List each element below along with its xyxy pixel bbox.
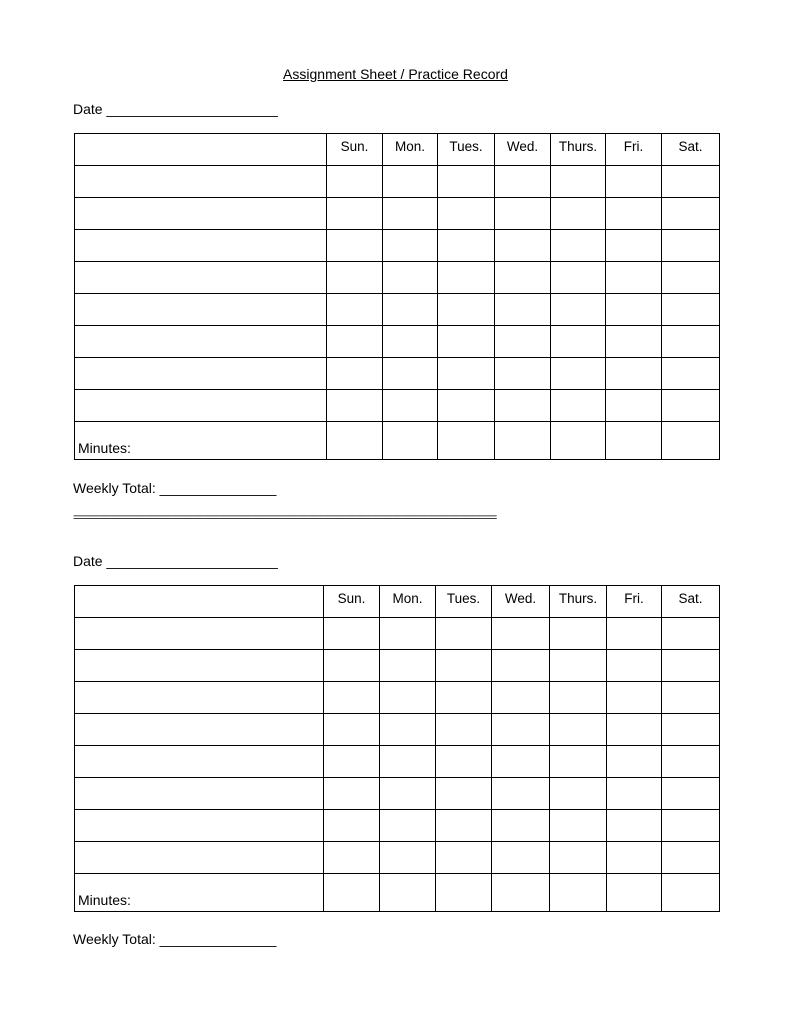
day-cell[interactable] [606,390,662,422]
day-cell[interactable] [606,166,662,198]
day-cell[interactable] [436,810,492,842]
day-cell[interactable] [607,714,662,746]
minutes-row [75,874,720,912]
day-cell[interactable] [551,166,606,198]
minutes-day-cell[interactable] [492,874,550,912]
practice-table-1 [74,133,720,460]
day-cell[interactable] [492,682,550,714]
day-cell[interactable] [438,358,495,390]
assignment-cell[interactable] [75,166,327,198]
day-cell[interactable] [492,746,550,778]
day-cell[interactable] [436,618,492,650]
day-header: Fri. [606,134,662,166]
day-cell[interactable] [380,618,436,650]
day-header: Wed. [495,134,551,166]
day-cell[interactable] [380,778,436,810]
day-cell[interactable] [436,746,492,778]
day-cell[interactable] [606,198,662,230]
minutes-day-cell[interactable] [327,422,383,460]
day-cell[interactable] [662,650,720,682]
day-cell[interactable] [550,650,607,682]
assignment-cell[interactable] [75,842,324,874]
day-header: Tues. [438,134,495,166]
day-cell[interactable] [380,810,436,842]
day-cell[interactable] [383,294,438,326]
assignment-row [75,650,720,682]
day-cell[interactable] [438,326,495,358]
day-cell[interactable] [324,618,380,650]
day-cell[interactable] [662,326,720,358]
assignment-cell[interactable] [75,682,324,714]
page-title: Assignment Sheet / Practice Record [283,66,508,82]
day-cell[interactable] [327,230,383,262]
day-cell[interactable] [662,682,720,714]
day-cell[interactable] [495,390,551,422]
day-cell[interactable] [383,198,438,230]
day-header: Sun. [324,586,380,618]
assignment-cell[interactable] [75,778,324,810]
day-cell[interactable] [380,714,436,746]
assignment-row [75,714,720,746]
assignment-cell[interactable] [75,390,327,422]
minutes-day-cell[interactable] [495,422,551,460]
assignment-row [75,166,720,198]
day-cell[interactable] [324,746,380,778]
day-cell[interactable] [438,166,495,198]
minutes-label: Minutes: [75,874,324,912]
day-cell[interactable] [662,198,720,230]
day-cell[interactable] [495,166,551,198]
day-cell[interactable] [551,294,606,326]
minutes-day-cell[interactable] [380,874,436,912]
minutes-day-cell[interactable] [383,422,438,460]
day-cell[interactable] [551,262,606,294]
minutes-day-cell[interactable] [324,874,380,912]
assignment-row [75,326,720,358]
weekly-total-line-1: Weekly Total: _______________ [73,480,277,496]
assignment-cell[interactable] [75,810,324,842]
day-cell[interactable] [606,358,662,390]
day-header: Sat. [662,586,720,618]
day-cell[interactable] [327,166,383,198]
day-header: Mon. [383,134,438,166]
day-header: Thurs. [551,134,606,166]
day-cell[interactable] [606,230,662,262]
day-cell[interactable] [550,810,607,842]
day-cell[interactable] [607,778,662,810]
day-cell[interactable] [607,810,662,842]
assignment-cell[interactable] [75,230,327,262]
day-cell[interactable] [492,618,550,650]
minutes-day-cell[interactable] [662,422,720,460]
day-header: Fri. [607,586,662,618]
assignment-row [75,262,720,294]
day-cell[interactable] [662,746,720,778]
minutes-day-cell[interactable] [662,874,720,912]
minutes-day-cell[interactable] [551,422,606,460]
day-cell[interactable] [662,262,720,294]
day-cell[interactable] [662,618,720,650]
day-cell[interactable] [662,358,720,390]
assignment-row [75,810,720,842]
assignment-row [75,618,720,650]
day-cell[interactable] [324,650,380,682]
day-cell[interactable] [550,682,607,714]
header-blank-cell [75,586,324,618]
day-cell[interactable] [324,778,380,810]
day-cell[interactable] [438,294,495,326]
minutes-label: Minutes: [75,422,327,460]
assignment-cell[interactable] [75,294,327,326]
minutes-day-cell[interactable] [607,874,662,912]
day-cell[interactable] [662,714,720,746]
day-cell[interactable] [492,650,550,682]
day-cell[interactable] [380,682,436,714]
day-cell[interactable] [324,810,380,842]
assignment-row [75,778,720,810]
minutes-day-cell[interactable] [550,874,607,912]
assignment-row [75,358,720,390]
day-cell[interactable] [607,650,662,682]
day-cell[interactable] [438,390,495,422]
minutes-day-cell[interactable] [438,422,495,460]
header-row [75,586,720,618]
day-cell[interactable] [495,294,551,326]
assignment-row [75,198,720,230]
assignment-cell[interactable] [75,358,327,390]
day-cell[interactable] [662,778,720,810]
day-cell[interactable] [383,390,438,422]
weekly-total-line-2: Weekly Total: _______________ [73,931,277,947]
assignment-cell[interactable] [75,326,327,358]
day-cell[interactable] [436,778,492,810]
day-cell[interactable] [551,390,606,422]
day-cell[interactable] [438,198,495,230]
day-cell[interactable] [383,166,438,198]
assignment-cell[interactable] [75,198,327,230]
date-line-1: Date ______________________ [73,101,278,117]
minutes-day-cell[interactable] [436,874,492,912]
day-cell[interactable] [606,326,662,358]
day-cell[interactable] [324,682,380,714]
day-cell[interactable] [495,358,551,390]
day-cell[interactable] [550,778,607,810]
day-cell[interactable] [380,746,436,778]
assignment-row [75,746,720,778]
day-cell[interactable] [438,262,495,294]
day-header: Sun. [327,134,383,166]
day-cell[interactable] [607,842,662,874]
assignment-cell[interactable] [75,262,327,294]
day-cell[interactable] [551,198,606,230]
assignment-row [75,390,720,422]
day-cell[interactable] [662,810,720,842]
day-cell[interactable] [551,326,606,358]
assignment-cell[interactable] [75,714,324,746]
day-cell[interactable] [662,166,720,198]
day-cell[interactable] [550,618,607,650]
day-cell[interactable] [327,198,383,230]
assignment-row [75,294,720,326]
day-cell[interactable] [436,650,492,682]
minutes-day-cell[interactable] [606,422,662,460]
day-cell[interactable] [607,682,662,714]
day-cell[interactable] [662,842,720,874]
day-cell[interactable] [380,650,436,682]
day-cell[interactable] [606,294,662,326]
day-cell[interactable] [606,262,662,294]
assignment-cell[interactable] [75,650,324,682]
day-cell[interactable] [383,358,438,390]
section-separator: ================================================================================= [73,512,497,524]
day-cell[interactable] [495,198,551,230]
day-cell[interactable] [551,358,606,390]
day-cell[interactable] [551,230,606,262]
day-cell[interactable] [327,262,383,294]
practice-table-2 [74,585,720,912]
day-cell[interactable] [607,618,662,650]
day-cell[interactable] [492,810,550,842]
day-cell[interactable] [662,294,720,326]
day-cell[interactable] [495,230,551,262]
day-cell[interactable] [492,842,550,874]
day-cell[interactable] [495,262,551,294]
assignment-row [75,682,720,714]
day-cell[interactable] [324,842,380,874]
assignment-row [75,230,720,262]
day-cell[interactable] [436,842,492,874]
day-cell[interactable] [492,714,550,746]
day-cell[interactable] [550,842,607,874]
day-header: Tues. [436,586,492,618]
day-cell[interactable] [550,746,607,778]
assignment-cell[interactable] [75,746,324,778]
day-cell[interactable] [327,326,383,358]
day-header: Sat. [662,134,720,166]
day-cell[interactable] [380,842,436,874]
day-cell[interactable] [662,230,720,262]
day-cell[interactable] [550,714,607,746]
day-cell[interactable] [327,294,383,326]
day-cell[interactable] [383,326,438,358]
day-cell[interactable] [492,778,550,810]
day-cell[interactable] [436,714,492,746]
day-header: Thurs. [550,586,607,618]
day-cell[interactable] [495,326,551,358]
day-cell[interactable] [436,682,492,714]
header-row [75,134,720,166]
day-cell[interactable] [607,746,662,778]
day-cell[interactable] [383,230,438,262]
day-cell[interactable] [438,230,495,262]
header-blank-cell [75,134,327,166]
date-line-2: Date ______________________ [73,553,278,569]
day-header: Wed. [492,586,550,618]
day-cell[interactable] [662,390,720,422]
day-cell[interactable] [327,390,383,422]
assignment-row [75,842,720,874]
minutes-row [75,422,720,460]
day-cell[interactable] [383,262,438,294]
assignment-cell[interactable] [75,618,324,650]
day-cell[interactable] [327,358,383,390]
day-cell[interactable] [324,714,380,746]
day-header: Mon. [380,586,436,618]
